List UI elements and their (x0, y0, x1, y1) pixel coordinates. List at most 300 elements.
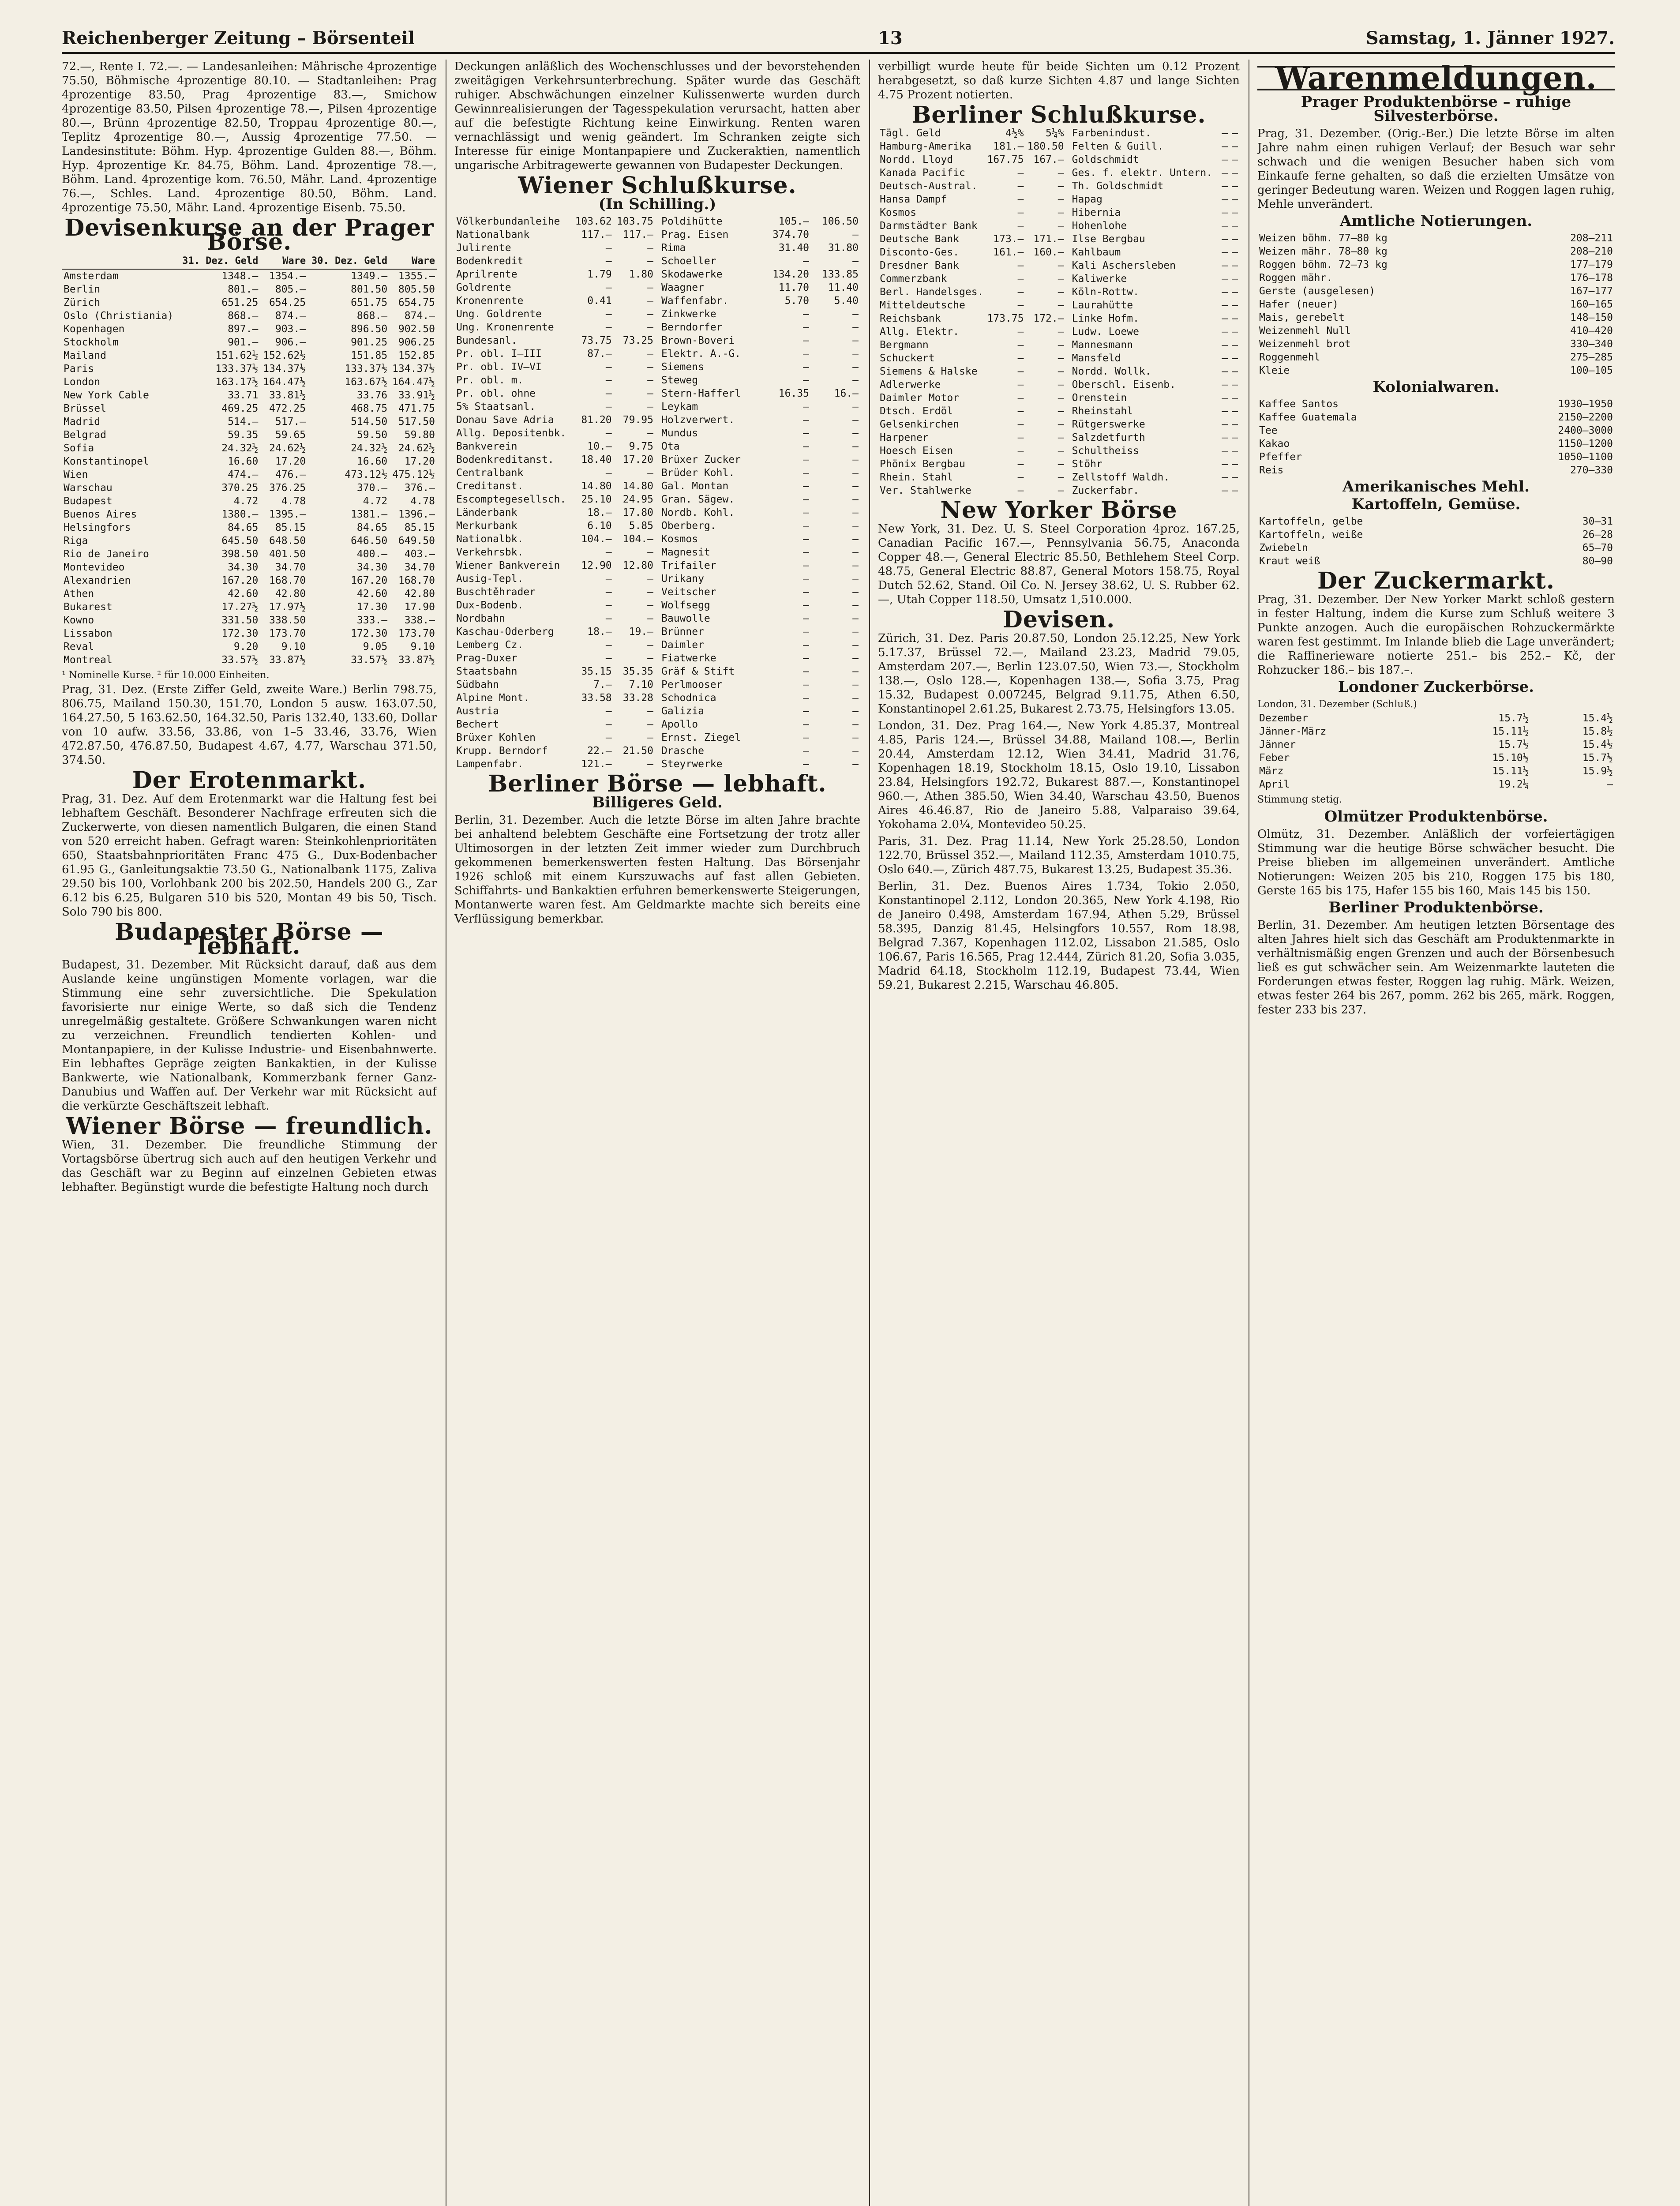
table-cell: — (605, 639, 612, 651)
table-cell: Kaschau-Oderberg (456, 626, 554, 638)
table-row (62, 349, 437, 362)
table-cell: 73.25 (622, 335, 653, 346)
table-cell: — (647, 705, 653, 717)
table-cell: — (1232, 485, 1238, 496)
table-cell: — (1222, 339, 1228, 351)
table-row (454, 294, 655, 308)
table-cell: — (803, 401, 810, 413)
table-row (1257, 258, 1615, 271)
vienna-close-table-b (660, 215, 860, 771)
table-row (878, 219, 1066, 233)
table-cell: Kaffee Santos (1259, 398, 1339, 410)
table-cell: 645.50 (221, 535, 259, 547)
table-row (1257, 338, 1615, 351)
table-row (1257, 298, 1615, 311)
table-cell: 338.50 (269, 615, 306, 626)
table-row (62, 296, 437, 309)
table-row (660, 546, 860, 559)
table-cell: Julirente (456, 242, 511, 254)
prague-rates-title: Devisenkurse an der Prager Börse. (64, 214, 434, 255)
table-cell: 180.50 (1027, 141, 1064, 152)
table-cell: Harpener (880, 432, 929, 443)
table-cell: Allg. Depositenbk. (456, 428, 566, 439)
table-row (454, 466, 655, 480)
table-row (1257, 725, 1615, 738)
table-cell: — (605, 388, 612, 399)
table-cell: 33.87½ (398, 654, 435, 666)
table-cell: Kanada Pacific (880, 167, 965, 179)
table-cell: 105.— (778, 216, 810, 227)
table-cell: — (1222, 207, 1228, 218)
table-cell: 87.— (587, 348, 612, 360)
table-cell: — (1058, 260, 1064, 271)
table-cell: — (852, 679, 859, 690)
table-cell: 14.80 (581, 480, 612, 492)
table-cell: 15.7½ (1498, 739, 1529, 750)
table-cell: Ung. Kronenrente (456, 322, 554, 333)
table-cell: — (803, 414, 810, 426)
table-cell: 106.50 (821, 216, 859, 227)
table-cell: 4.72 (363, 495, 388, 507)
table-cell: — (1222, 220, 1228, 232)
table-cell: 270—330 (1570, 465, 1613, 476)
table-cell: Kartoffeln, weiße (1259, 529, 1363, 540)
table-cell: 654.75 (398, 297, 435, 308)
table-cell: 15.4½ (1582, 713, 1613, 724)
table-cell: 805.— (275, 284, 306, 295)
table-row (878, 285, 1066, 299)
table-cell: 400.— (356, 548, 388, 560)
table-cell: — (1232, 300, 1238, 311)
table-cell: — (1058, 445, 1064, 457)
table-cell: Oberberg. (661, 520, 716, 532)
table-cell: — (647, 361, 653, 373)
table-row (660, 731, 860, 744)
table-cell: 514.50 (351, 416, 388, 428)
table-cell: Kaffee Guatemala (1259, 412, 1357, 423)
table-row (454, 427, 655, 440)
table-cell: 4.72 (233, 495, 259, 507)
table-cell: 6.10 (587, 520, 612, 532)
table-cell: 906.25 (398, 337, 435, 348)
table-cell: Brüxer Zucker (661, 454, 741, 465)
table-cell: Lemberg Cz. (456, 639, 524, 651)
table-cell: — (852, 507, 859, 518)
table-cell: — (852, 375, 859, 386)
table-cell: — (605, 705, 612, 717)
table-cell: 164.47½ (392, 376, 435, 388)
table-cell: — (852, 335, 859, 346)
table-cell: Creditanst. (456, 480, 524, 492)
table-cell: 59.50 (356, 429, 388, 441)
table-cell: 160—165 (1570, 299, 1613, 310)
page-header (62, 18, 1615, 54)
table-cell: 133.37½ (215, 363, 259, 375)
table-cell: — (1058, 353, 1064, 364)
table-cell: Pfeffer (1259, 451, 1302, 463)
table-cell: — (647, 375, 653, 386)
table-row (878, 471, 1066, 484)
table-cell: 11.70 (778, 282, 810, 293)
table-cell: Nordd. Lloyd (880, 154, 953, 165)
table-cell: — (647, 719, 653, 730)
table-cell: — (647, 308, 653, 320)
table-cell: — (1017, 419, 1024, 430)
table-cell: — (1222, 485, 1228, 496)
table-cell: 17.80 (622, 507, 653, 518)
table-row (454, 678, 655, 691)
table-cell: 24.95 (622, 494, 653, 505)
table-cell: 33.57½ (351, 654, 388, 666)
table-cell: Bodenkreditanst. (456, 454, 554, 465)
table-cell: — (803, 255, 810, 267)
table-cell: Austria (456, 705, 499, 717)
column-1 (62, 60, 437, 2206)
table-row (878, 378, 1066, 391)
table-cell: Brünner (661, 626, 704, 638)
table-cell: Bukarest (64, 601, 112, 613)
table-row (1070, 338, 1240, 352)
table-row (1070, 219, 1240, 233)
table-cell: 15.8½ (1582, 726, 1613, 737)
table-row (660, 347, 860, 360)
table-cell: 5¼% (1046, 128, 1064, 139)
table-cell: 9.05 (363, 641, 388, 653)
grain-quotes-table (1257, 232, 1615, 377)
table-cell: Trifailer (661, 560, 716, 571)
table-cell: Ludw. Loewe (1072, 326, 1139, 338)
table-row (660, 519, 860, 533)
table-row (660, 585, 860, 599)
table-row (454, 360, 655, 374)
table-cell: — (803, 692, 810, 704)
table-cell: Dresdner Bank (880, 260, 960, 271)
table-cell: — (605, 732, 612, 743)
table-cell: 1396.— (398, 509, 435, 520)
column-divider (869, 60, 870, 2206)
table-row (1070, 140, 1240, 153)
table-row (1257, 285, 1615, 298)
table-cell: — (852, 573, 859, 585)
berlin-title: Berliner Börse — lebhaft. (488, 770, 827, 797)
table-cell: 34.30 (228, 562, 259, 573)
table-row (1257, 232, 1615, 245)
table-cell: — (803, 758, 810, 770)
table-row (660, 427, 860, 440)
table-row (454, 559, 655, 572)
table-row (1070, 378, 1240, 391)
vienna-body-a (454, 215, 655, 771)
table-cell: Goldrente (456, 282, 511, 293)
table-cell: — (1058, 366, 1064, 377)
table-row (878, 259, 1066, 272)
table-cell: Helsingfors (64, 522, 131, 533)
table-row (660, 678, 860, 691)
table-row (660, 758, 860, 771)
table-row (1070, 471, 1240, 484)
table-cell: — (852, 361, 859, 373)
table-row (1070, 484, 1240, 497)
table-cell: 33.58 (581, 692, 612, 704)
table-cell: Gal. Montan (661, 480, 729, 492)
vienna-continued-paragraph: Deckungen anläßlich des Wochenschlusses und der bevorstehenden zweitägigen Verkehrsunterbrechung. Später wurde das Geschäft ruhiger. Abschwächungen einzelner Kulissenwerte wurden durch Gewinnrealisierungen der Tagesspekulation verursacht, hatten aber auf die befestigte Richtung keine Einwirkung. Renten waren vernachlässigt und wenig geändert. Im Schranken zeigte sich Interesse für einige Montanpapiere und Zuckeraktien, namentlich ungarische Arbitragewerte gewannen von Budapester Deckungen. (454, 60, 860, 172)
table-cell: — (803, 705, 810, 717)
table-cell: 17.97½ (269, 601, 306, 613)
table-row (62, 653, 437, 667)
table-cell: 1395.— (269, 509, 306, 520)
vienna-paragraph: Wien, 31. Dezember. Die freundliche Stimmung der Vortagsbörse übertrug sich auch auf den heutigen Verkehr und das Geschäft war zu Beginn auf einzelnen Gebieten etwas lebhafter. Begünstigt wurde die befestigte Haltung noch durch (62, 1138, 437, 1194)
table-cell: Hafer (neuer) (1259, 299, 1339, 310)
table-cell: Magnesit (661, 547, 710, 558)
table-cell: 34.70 (275, 562, 306, 573)
table-cell: 34.70 (404, 562, 435, 573)
london-sugar-note: Stimmung stetig. (1257, 794, 1342, 805)
table-cell: — (647, 758, 653, 770)
table-row (454, 718, 655, 731)
table-cell: 17.20 (275, 456, 306, 467)
table-cell: — (1232, 167, 1238, 179)
rates-note: ¹ Nominelle Kurse. ² für 10.000 Einheiten. (62, 670, 270, 681)
table-row (660, 281, 860, 294)
table-cell: 33.87½ (269, 654, 306, 666)
table-cell: Centralbank (456, 467, 524, 479)
table-row (878, 193, 1066, 206)
table-row (62, 323, 437, 336)
table-row (660, 493, 860, 506)
table-cell: — (647, 732, 653, 743)
table-cell: — (803, 348, 810, 360)
table-cell: 9.75 (629, 441, 653, 452)
table-cell: — (1232, 233, 1238, 245)
table-cell: — (1232, 339, 1238, 351)
table-cell: 410—420 (1570, 325, 1613, 337)
table-cell: Ges. f. elektr. Untern. (1072, 167, 1213, 179)
table-cell: Waagner (661, 282, 704, 293)
devisen-paragraph: Paris, 31. Dez. Prag 11.14, New York 25.28.50, London 122.70, Brüssel 352.—, Mailand 112.35, Amsterdam 1010.75, Oslo 640.—, Zürich 487.75, Bukarest 13.25, Budapest 35.36. (878, 835, 1240, 876)
table-row (660, 744, 860, 758)
table-cell: — (852, 255, 859, 267)
table-row (1070, 233, 1240, 246)
table-cell: Nordbahn (456, 613, 505, 624)
table-cell: 4.78 (410, 495, 435, 507)
table-cell: Kosmos (880, 207, 917, 218)
table-row (454, 546, 655, 559)
table-cell: Reis (1259, 465, 1284, 476)
table-cell: — (647, 322, 653, 333)
table-cell: — (1222, 247, 1228, 258)
table-cell: 181.— (993, 141, 1024, 152)
table-cell: 208—211 (1570, 233, 1613, 244)
table-row (454, 228, 655, 241)
table-cell: — (605, 547, 612, 558)
table-cell: — (1058, 220, 1064, 232)
table-cell: Bodenkredit (456, 255, 524, 267)
table-cell: Weizenmehl Null (1259, 325, 1351, 337)
table-cell: 1355.— (398, 270, 435, 282)
column-4 (1257, 60, 1615, 2206)
table-cell: 33.91½ (398, 390, 435, 401)
table-cell: — (605, 573, 612, 585)
table-row (454, 652, 655, 665)
devisen-paragraph: London, 31. Dez. Prag 164.—, New York 4.85.37, Montreal 4.85, Paris 124.—, Brüssel 34.88, Mailand 108.—, Berlin 20.44, Amsterdam 12.12, Wien 34.41, Madrid 31.76, Kopenhagen 18.19, Stockholm 18.15, Oslo 19.10, Lissabon 23.84, Helsingfors 192.72, Bukarest 887.—, Konstantinopel 960.—, Athen 385.50, Wien 34.40, Warschau 43.50, Buenos Aires 46.46.87, Rio de Janeiro 5.88, Valparaiso 39.64, Yokohama 2.0¼, Montevideo 50.25. (878, 719, 1240, 831)
table-cell: Deutsch-Austral. (880, 180, 978, 192)
table-cell: 15.9½ (1582, 765, 1613, 777)
table-cell: — (605, 600, 612, 611)
table-cell: 134.37½ (263, 363, 306, 375)
table-row (660, 533, 860, 546)
table-row (62, 389, 437, 402)
table-cell: Kahlbaum (1072, 247, 1121, 258)
table-cell: — (852, 719, 859, 730)
table-cell: 31.40 (778, 242, 810, 254)
table-cell: — (1058, 286, 1064, 298)
table-row (1070, 352, 1240, 365)
column-header: 30. Dez. Geld (308, 254, 389, 269)
table-cell: 15.11½ (1492, 726, 1529, 737)
table-cell: — (647, 388, 653, 399)
table-cell: — (1222, 273, 1228, 285)
table-row (454, 308, 655, 321)
table-cell: Riga (64, 535, 88, 547)
table-cell: Felten & Guill. (1072, 141, 1164, 152)
berlin-close-title: Berliner Schlußkurse. (911, 101, 1206, 128)
bonds-paragraph: 72.—, Rente I. 72.—. — Landesanleihen: Mährische 4prozentige 75.50, Böhmische 4prozentige 80.10. — Stadtanleihen: Prag 4prozentige 83.50, Prag 4prozentige 83.—, Smichow 4prozentige 83.50, Pilsen 4prozentige 78.—, Pilsen 4prozentige 80.—, Brünn 4prozentige 82.50, Troppau 4prozentige 80.—, Teplitz 4prozentige 80.—, Aussig 4prozentige 77.50. — Landesinstitute: Böhm. Hyp. 4prozentige Gulden 88.—, Böhm. Hyp. 4prozentige Kr. 84.75, Böhm. Land. 4prozentige 78.—, Böhm. Land. 4prozentige kom. 76.50, Mähr. Land. 4prozentige 76.—, Schles. Land. 4prozentige 80.50, Böhm. Land. 4prozentige 75.50, Mähr. Land. 4prozentige Eisenb. 75.50. (62, 60, 437, 214)
colonial-table (1257, 398, 1615, 477)
berlin-continued-paragraph: verbilligt wurde heute für beide Sichten um 0.12 Prozent herabgesetzt, so daß kurze Sichten 4.87 und lange Sichten 4.75 Prozent notierten. (878, 60, 1240, 101)
table-row (454, 347, 655, 360)
vienna-body-b (660, 215, 860, 771)
table-cell: 331.50 (221, 615, 259, 626)
table-cell: — (852, 666, 859, 677)
table-cell: — (1017, 194, 1024, 205)
table-cell: 168.70 (269, 575, 306, 586)
table-cell: 9.20 (233, 641, 259, 653)
table-cell: 84.65 (356, 522, 388, 533)
table-row (454, 400, 655, 413)
table-cell: — (803, 547, 810, 558)
table-cell: Tägl. Geld (880, 128, 941, 139)
table-cell: Steweg (661, 375, 698, 386)
table-cell: 18.— (587, 626, 612, 638)
table-cell: — (605, 375, 612, 386)
table-row (660, 241, 860, 255)
table-cell: 1.80 (629, 269, 653, 280)
table-cell: 65—70 (1582, 542, 1613, 554)
table-row (878, 352, 1066, 365)
table-cell: — (852, 348, 859, 360)
table-cell: 476.— (275, 469, 306, 480)
table-cell: — (1017, 392, 1024, 404)
vienna-title: Wiener Börse — freundlich. (66, 1113, 433, 1140)
table-cell: 34.30 (356, 562, 388, 573)
table-cell: Kopenhagen (64, 323, 125, 335)
table-cell: — (1058, 194, 1064, 205)
table-row (1257, 738, 1615, 751)
table-cell: Gelsenkirchen (880, 419, 960, 430)
table-row (62, 561, 437, 574)
table-cell: 906.— (275, 337, 306, 348)
table-row (62, 521, 437, 534)
official-quotes-title: Amtliche Notierungen. (1339, 212, 1533, 230)
table-row (878, 127, 1066, 140)
table-cell: — (852, 533, 859, 545)
table-cell: — (647, 348, 653, 360)
table-cell: Dtsch. Erdöl (880, 405, 953, 417)
table-cell: 85.15 (275, 522, 306, 533)
table-cell: Nordd. Wollk. (1072, 366, 1151, 377)
table-cell: — (803, 679, 810, 690)
table-cell: 59.65 (275, 429, 306, 441)
grain-body (1257, 232, 1615, 377)
olmutz-title: Olmützer Produktenbörse. (1324, 808, 1548, 825)
table-cell: — (1058, 339, 1064, 351)
table-row (878, 444, 1066, 458)
table-cell: — (803, 308, 810, 320)
table-row (62, 375, 437, 389)
table-cell: 9.10 (281, 641, 306, 653)
table-cell: Berl. Handelsges. (880, 286, 984, 298)
table-row (1070, 431, 1240, 444)
table-cell: Skodawerke (661, 269, 723, 280)
table-cell: — (1058, 458, 1064, 470)
table-cell: 81.20 (581, 414, 612, 426)
table-cell: — (1232, 273, 1238, 285)
table-cell: Ilse Bergbau (1072, 233, 1145, 245)
table-cell: April (1259, 779, 1290, 790)
table-cell: Montreal (64, 654, 112, 666)
table-cell: 24.32½ (221, 443, 259, 454)
table-row (1257, 364, 1615, 377)
table-row (454, 374, 655, 387)
table-cell: 1.79 (587, 269, 612, 280)
table-cell: Nationalbank (456, 229, 530, 240)
table-cell: — (1232, 313, 1238, 324)
table-cell: Rima (661, 242, 686, 254)
banknotes-paragraph: Prag, 31. Dez. (Erste Ziffer Geld, zweite Ware.) Berlin 798.75, 806.75, Mailand 150.30, 151.70, London 5 ausw. 163.07.50, 164.27.50, 5 163.62.50, 164.32.50, Paris 132.40, 133.60, Dollar von 10 aufw. 33.56, 33.86, von 1–5 33.46, 33.76, Wien 472.87.50, 476.87.50, Budapest 4.67, 4.77, Warschau 371.50, 374.50. (62, 683, 437, 767)
table-cell: Bankverein (456, 441, 518, 452)
table-cell: — (1017, 167, 1024, 179)
table-cell: — (1017, 260, 1024, 271)
table-row (878, 299, 1066, 312)
london-sugar-body (1257, 712, 1615, 791)
table-cell: 16.60 (356, 456, 388, 467)
table-cell: — (1232, 180, 1238, 192)
table-cell: 33.81½ (269, 390, 306, 401)
table-cell: Elektr. A.-G. (661, 348, 741, 360)
table-cell: 4.78 (281, 495, 306, 507)
table-cell: Deutsche Bank (880, 233, 960, 245)
table-cell: Adlerwerke (880, 379, 941, 390)
devisen-title: Devisen. (1002, 606, 1115, 633)
table-cell: — (1222, 194, 1228, 205)
table-row (454, 440, 655, 453)
table-cell: 134.37½ (392, 363, 435, 375)
table-row (1070, 259, 1240, 272)
table-cell: — (1017, 300, 1024, 311)
table-cell: 474.— (228, 469, 259, 480)
table-cell: 167.20 (221, 575, 259, 586)
colonial-title: Kolonialwaren. (1372, 378, 1500, 396)
table-cell: Th. Goldschmidt (1072, 180, 1164, 192)
table-cell: — (647, 282, 653, 293)
table-cell: 901.25 (351, 337, 388, 348)
table-cell: Verkehrsbk. (456, 547, 524, 558)
table-cell: — (647, 401, 653, 413)
table-cell: Linke Hofm. (1072, 313, 1139, 324)
table-cell: — (852, 758, 859, 770)
devisen-paragraph: Zürich, 31. Dez. Paris 20.87.50, London 25.12.25, New York 5.17.37, Brüssel 72.—, Mailand 23.23, Madrid 79.05, Amsterdam 207.—, Berlin 123.07.50, Wien 73.—, Stockholm 138.—, Oslo 128.—, Kopenhagen 138.—, Sofia 3.75, Prag 15.32, Budapest 0.007245, Belgrad 9.11.75, Athen 6.50, Konstantinopel 2.61.25, Bukarest 2.73.75, Helsingfors 13.05. (878, 632, 1240, 716)
table-cell: 398.50 (221, 548, 259, 560)
